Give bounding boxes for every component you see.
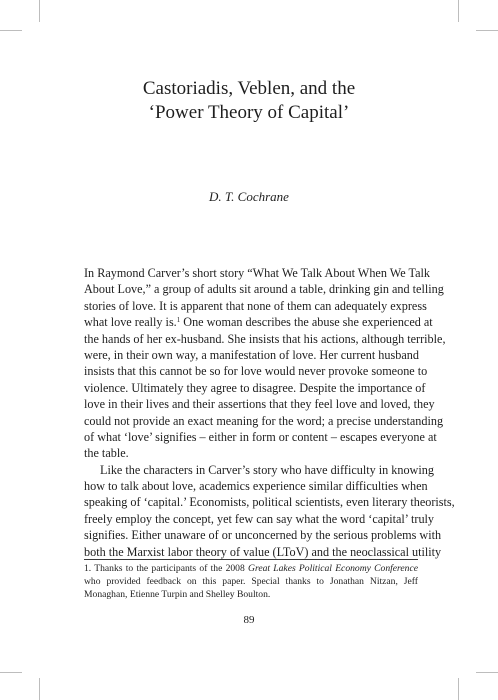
crop-mark [0, 672, 22, 673]
text-line: speaking of ‘capital.’ Economists, political scientists, even literary theorists, [84, 495, 455, 510]
crop-mark [0, 30, 22, 31]
crop-mark [476, 30, 498, 31]
chapter-title-line-1: Castoriadis, Veblen, and the [142, 78, 356, 99]
footnote-text: 1. Thanks to the participants of the 2008 [84, 563, 249, 574]
text-span: One woman describes the abuse she experienced at [180, 315, 433, 330]
crop-mark [458, 678, 459, 700]
crop-mark [39, 678, 40, 700]
conference-name: Great Lakes Political Economy Conference [248, 563, 418, 574]
text-line: of what ‘love’ signifies – either in form or content – escapes everyone at [84, 429, 437, 444]
text-line: love in their lives and their assertions that they feel love and loved, they [84, 397, 435, 412]
crop-mark [476, 672, 498, 673]
crop-mark [458, 0, 459, 22]
text-line: the hands of her ex-husband. She insists that his actions, although terrible, [84, 331, 446, 346]
footnote-line [84, 563, 418, 576]
text-line: In Raymond Carver’s short story “What We Talk About When We Talk [84, 266, 430, 280]
text-line: both the Marxist labor theory of value (LToV) and the neoclassical utility [84, 544, 442, 559]
body-text [84, 265, 455, 560]
text-line: About Love,” a group of adults sit around a table, drinking gin and telling [84, 282, 444, 297]
text-line: violence. Ultimately they agree to disagree. Despite the importance of [84, 380, 426, 395]
footnote [84, 563, 418, 601]
footnote-divider [84, 559, 418, 560]
text-line: stories of love. It is apparent that none of them can adequately express [84, 298, 427, 313]
text-line [84, 314, 433, 330]
text-line: Like the characters in Carver’s story who have difficulty in knowing [100, 462, 434, 477]
footnote-marker: 1 [176, 316, 181, 325]
text-line: how to talk about love, academics experience similar difficulties when [84, 479, 428, 494]
footnote-line: Monaghan, Etienne Turpin and Shelley Boulton. [84, 588, 271, 600]
text-line: the table. [84, 446, 129, 461]
chapter-title [0, 77, 498, 125]
text-line: could not provide an exact meaning for the word; a precise understanding [84, 413, 444, 428]
text-line: signifies. Either unaware of or unconcerned by the serious problems with [84, 528, 442, 543]
text-line: insists that this cannot be so for love would never provoke someone to [84, 364, 428, 379]
footnote-line: who provided feedback on this paper. Special thanks to Jonathan Nitzan, Jeff [84, 575, 418, 587]
chapter-title-line-2: ‘Power Theory of Capital’ [148, 102, 350, 123]
author-name: D. T. Cochrane [209, 189, 289, 204]
page-number: 89 [243, 614, 255, 626]
crop-mark [39, 0, 40, 22]
text-span: what love really is. [84, 315, 177, 330]
text-line: were, in their own way, a manifestation of love. Her current husband [84, 347, 419, 362]
text-line: freely employ the concept, yet few can say what the word ‘capital’ truly [84, 511, 435, 526]
